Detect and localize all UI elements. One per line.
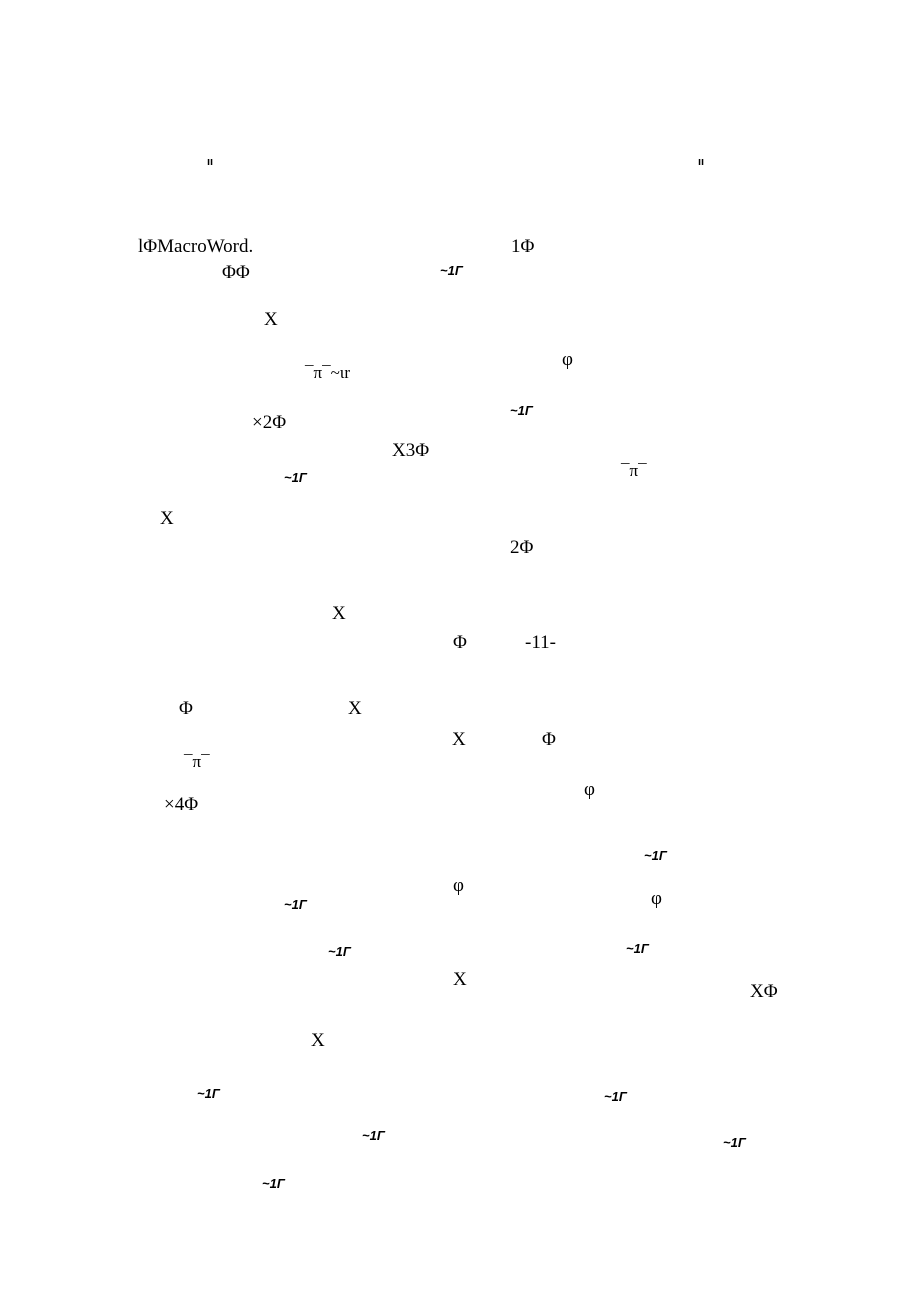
fragment-times-2phi: ×2Φ xyxy=(252,412,287,433)
fragment-x3phi: X3Φ xyxy=(392,440,430,461)
fragment-xphi: XΦ xyxy=(750,981,778,1002)
fragment-x: X xyxy=(332,603,346,624)
fragment-pi: ¯π¯ xyxy=(184,752,210,771)
fragment-x: X xyxy=(348,698,362,719)
fragment-tilde-1g: ~1Γ xyxy=(604,1089,627,1104)
page-number: -11- xyxy=(525,632,556,653)
fragment-tilde-1g: ~1Γ xyxy=(284,897,307,912)
fragment-tilde-1g: ~1Γ xyxy=(197,1086,220,1101)
fragment-x: X xyxy=(264,309,278,330)
fragment-tilde-1g: ~1Γ xyxy=(723,1135,746,1150)
fragment-tilde-1g: ~1Γ xyxy=(626,941,649,956)
fragment-times-4phi: ×4Φ xyxy=(164,794,199,815)
fragment-tilde-1g: ~1Γ xyxy=(284,470,307,485)
fragment-x: X xyxy=(160,508,174,529)
fragment-phi: Φ xyxy=(179,698,193,719)
fragment-tilde-1g: ~1Γ xyxy=(440,263,463,278)
header-mark-left: ıı xyxy=(207,156,214,168)
fragment-phi: Φ xyxy=(542,729,556,750)
fragment-pi-group: ¯π¯~ιr xyxy=(305,363,351,382)
fragment-1phi: 1Φ xyxy=(511,236,535,257)
fragment-x: X xyxy=(311,1030,325,1051)
fragment-phi-lower: φ xyxy=(651,888,662,909)
fragment-tilde-1g: ~1Γ xyxy=(510,403,533,418)
fragment-tilde-1g: ~1Γ xyxy=(644,848,667,863)
header-mark-right: ıı xyxy=(698,156,705,168)
fragment-tilde-1g: ~1Γ xyxy=(328,944,351,959)
fragment-x: X xyxy=(453,969,467,990)
fragment-phi-lower: φ xyxy=(453,875,464,896)
fragment-x: X xyxy=(452,729,466,750)
fragment-phi: Φ xyxy=(453,632,467,653)
fragment-phi-lower: φ xyxy=(562,349,573,370)
fragment-macroword: lΦMacroWord. xyxy=(138,236,254,257)
fragment-tilde-1g: ~1Γ xyxy=(362,1128,385,1143)
fragment-pi: ¯π¯ xyxy=(621,461,647,480)
fragment-tilde-1g: ~1Γ xyxy=(262,1176,285,1191)
fragment-2phi: 2Φ xyxy=(510,537,534,558)
fragment-phi-lower: φ xyxy=(584,779,595,800)
fragment-phiphi: ΦΦ xyxy=(222,262,250,283)
